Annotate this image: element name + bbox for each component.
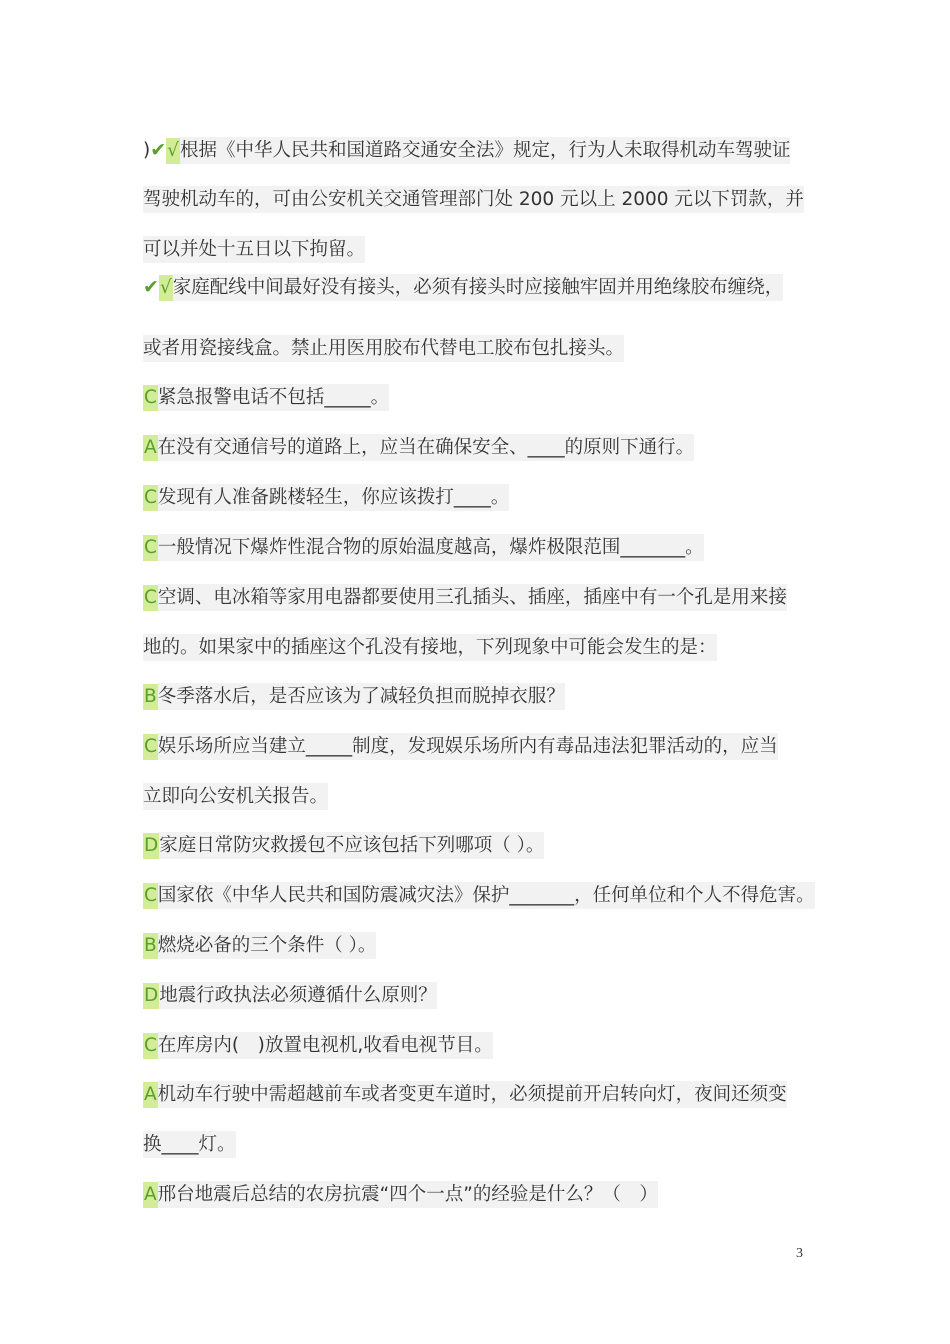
- question-item: [143, 821, 833, 871]
- question-item: [143, 672, 833, 722]
- answer-mark: D: [143, 833, 159, 859]
- question-text: 燃烧必备的三个条件（ ）。: [158, 932, 377, 959]
- question-line: [143, 125, 833, 175]
- question-text: 邢台地震后总结的农房抗震“四个一点”的经验是什么？（ ）: [158, 1181, 658, 1208]
- answer-mark: √: [166, 138, 180, 164]
- question-line: [143, 262, 833, 312]
- question-text: 立即向公安机关报告。: [143, 783, 328, 810]
- question-text: 一般情况下爆炸性混合物的原始温度越高，爆炸极限范围_______。: [158, 534, 704, 561]
- question-item: [143, 473, 833, 523]
- question-item: [143, 423, 833, 473]
- answer-mark: C: [143, 485, 158, 511]
- question-item: [143, 523, 833, 573]
- question-item: [143, 722, 833, 822]
- question-text: 国家依《中华人民共和国防震减灾法》保护_______，任何单位和个人不得危害。: [158, 882, 815, 909]
- question-item: [143, 1070, 833, 1170]
- question-text: 家庭配线中间最好没有接头，必须有接头时应接触牢固并用绝缘胶布缠绕，: [173, 274, 784, 301]
- question-item: [143, 373, 833, 423]
- question-text: 空调、电冰箱等家用电器都要使用三孔插头、插座，插座中有一个孔是用来接: [158, 584, 787, 611]
- question-item: [143, 871, 833, 921]
- question-text: 地震行政执法必须遵循什么原则？: [159, 982, 437, 1009]
- checkmark-icon: ✔: [143, 276, 159, 298]
- answer-mark: C: [143, 883, 158, 909]
- question-item: [143, 971, 833, 1021]
- answer-mark: D: [143, 983, 159, 1009]
- answer-mark: A: [143, 435, 158, 461]
- question-text: 或者用瓷接线盒。禁止用医用胶布代替电工胶布包扎接头。: [143, 335, 624, 362]
- answer-mark: C: [143, 585, 158, 611]
- question-text: 地的。如果家中的插座这个孔没有接地，下列现象中可能会发生的是：: [143, 634, 717, 661]
- answer-mark: B: [143, 684, 158, 710]
- answer-mark: √: [159, 275, 173, 301]
- question-line: [143, 324, 833, 374]
- question-text: 在没有交通信号的道路上，应当在确保安全、____的原则下通行。: [158, 434, 695, 461]
- question-item: [143, 262, 833, 312]
- question-text: 换____灯。: [143, 1131, 236, 1158]
- question-item-continued: [143, 324, 833, 374]
- answer-mark: A: [143, 1182, 158, 1208]
- question-text: 在库房内( )放置电视机,收看电视节目。: [158, 1032, 493, 1059]
- answer-mark: C: [143, 535, 158, 561]
- answer-mark: C: [143, 734, 158, 760]
- question-item: [143, 1170, 833, 1220]
- answer-mark: B: [143, 933, 158, 959]
- question-item: [143, 125, 833, 275]
- question-text: 冬季落水后，是否应该为了减轻负担而脱掉衣服？: [158, 683, 565, 710]
- question-item: [143, 1021, 833, 1071]
- question-text: 娱乐场所应当建立_____制度，发现娱乐场所内有毒品违法犯罪活动的，应当: [158, 733, 778, 760]
- question-text: 根据《中华人民共和国道路交通安全法》规定，行为人未取得机动车驾驶证: [180, 137, 791, 164]
- question-text: 机动车行驶中需超越前车或者变更车道时，必须提前开启转向灯，夜间还须变: [158, 1081, 787, 1108]
- question-text: 可以并处十五日以下拘留。: [143, 236, 365, 263]
- answer-mark: A: [143, 1082, 158, 1108]
- question-text: 紧急报警电话不包括_____。: [158, 384, 389, 411]
- question-item: [143, 921, 833, 971]
- question-text: 家庭日常防灾救援包不应该包括下列哪项（ ）。: [159, 832, 544, 859]
- answer-mark: C: [143, 1033, 158, 1059]
- prefix-text: ): [143, 140, 151, 161]
- answer-mark: C: [143, 385, 158, 411]
- question-line: [143, 175, 833, 225]
- question-text: 发现有人准备跳楼轻生，你应该拨打____。: [158, 484, 510, 511]
- page-number: 3: [796, 1246, 803, 1261]
- question-text: 驾驶机动车的，可由公安机关交通管理部门处 200 元以上 2000 元以下罚款，并: [143, 186, 804, 213]
- checkmark-icon: ✔: [150, 139, 167, 161]
- question-item: [143, 573, 833, 673]
